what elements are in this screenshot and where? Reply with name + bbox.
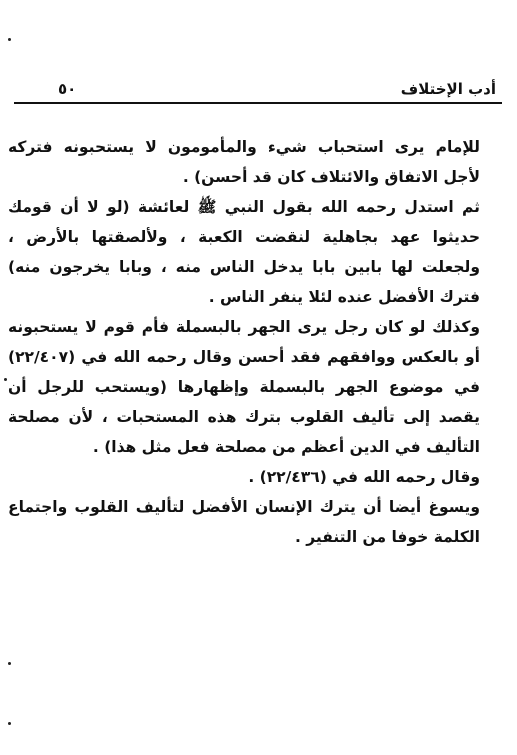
page-number: ٥٠ [58,80,77,98]
scan-speck [4,378,7,381]
scan-speck [8,662,11,665]
paragraph: للإمام يرى استحباب شيء والمأمومون لا يستحبونه فتركه لأجل الاتفاق والائتلاف كان قد أحسن) . [8,138,480,186]
paragraph: ثم استدل رحمه الله بقول النبي ﷺ لعائشة (لو لا أن قومك حديثوا عهد بجاهلية لنقضت الكعبة ، ولألصقتها بالأرض ، ولجعلت لها بابين بابا يدخل الناس منه ، وبابا يخرجون منه) فترك الأفضل عنده لئلا ينفر الناس . [8,198,480,306]
scan-speck [8,722,11,725]
paragraph: وكذلك لو كان رجل يرى الجهر بالبسملة فأم قوم لا يستحبونه أو بالعكس ووافقهم فقد أحسن وقال رحمه الله في (٢٢/٤٠٧) في موضوع الجهر بالبسملة وإظهارها (ويستحب للرجل أن يقصد إلى تأليف القلوب بترك هذه المستحبات ، لأن مصلحة التأليف في الدين أعظم من مصلحة فعل مثل هذا) . [8,318,480,456]
paragraph: وقال رحمه الله في (٢٢/٤٣٦) . [248,468,480,486]
scan-speck [8,38,11,41]
paragraph: ويسوغ أيضا أن يترك الإنسان الأفضل لتأليف القلوب واجتماع الكلمة خوفا من التنفير . [8,498,480,546]
running-title: أدب الإختلاف [400,80,496,98]
body-text [8,132,480,552]
page-header [14,78,502,104]
